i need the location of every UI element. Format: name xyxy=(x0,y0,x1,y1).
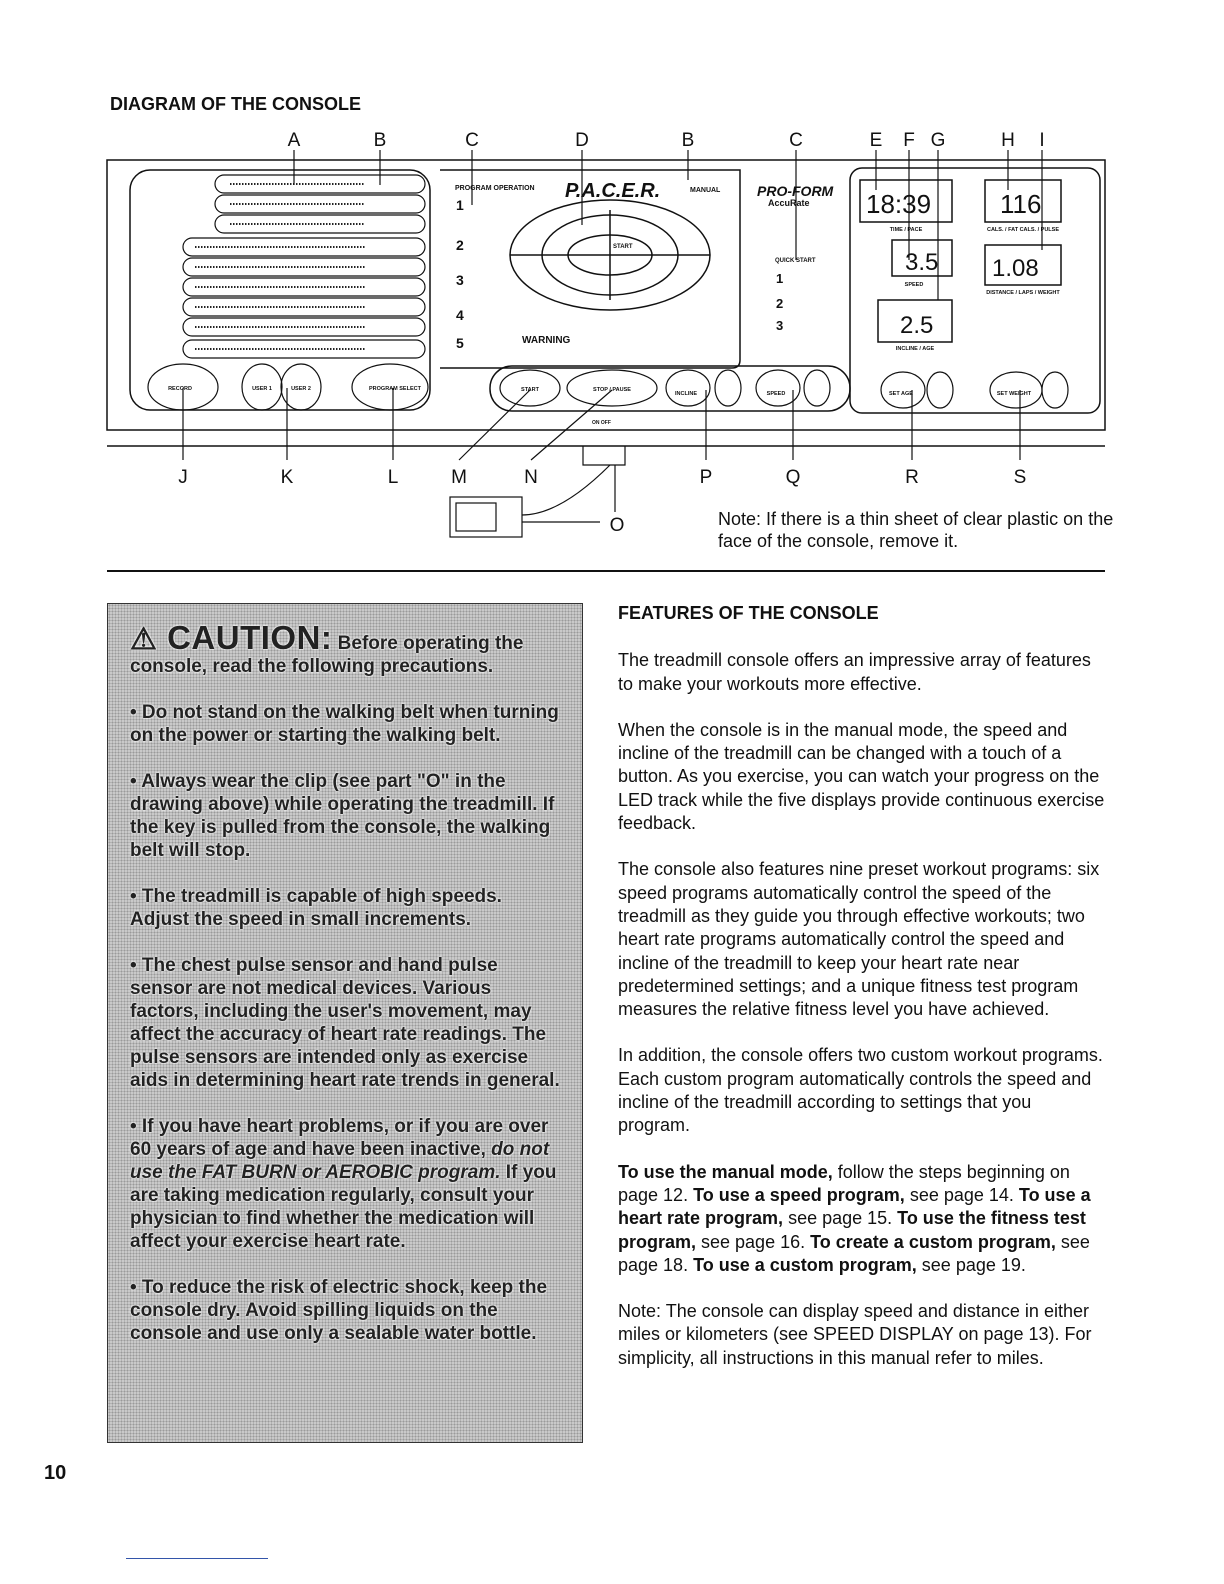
features-paragraph: The console also features nine preset workout programs: six speed programs automatically control the speed of the treadmill as they guide you through effective workouts; two heart rate programs automatically control the speed and incline of the treadmill to keep your heart rate near predetermined settings; and a unique fitness test program measures the relative fitness level you have achieved. xyxy=(618,859,1100,1020)
manual-indicator: MANUAL xyxy=(690,187,721,194)
ref-text: see page 15. xyxy=(783,1208,898,1229)
incline-up-button[interactable] xyxy=(666,370,710,406)
incline-age-label: INCLINE / AGE xyxy=(895,346,935,352)
page-number: 10 xyxy=(44,1462,67,1484)
speed-label: SPEED xyxy=(904,282,924,288)
features-paragraph: The treadmill console offers an impressive array of features to make your workouts more effective. xyxy=(618,650,1091,694)
step-5: 5 xyxy=(456,335,464,351)
label-b2: B xyxy=(681,130,695,151)
ref-heart-rate: To use a heart rate program, xyxy=(618,1184,1091,1229)
caution-item: • The chest pulse sensor and hand pulse sensor are not medical devices. Various factors, including the user's movement, may affect the accuracy of heart rate readings. The pulse sensors are intended only as exercise aids in determining heart rate trends in general. xyxy=(130,955,560,1091)
label-m: M xyxy=(451,467,467,488)
distance-label: DISTANCE / LAPS / WEIGHT xyxy=(986,290,1060,296)
warning-triangle-icon: ⚠ xyxy=(130,623,158,656)
label-d: D xyxy=(575,130,589,151)
record-label: RECORD xyxy=(168,386,192,392)
console-diagram xyxy=(0,0,1224,560)
quick-step-1: 1 xyxy=(776,271,784,286)
time-pace-label: TIME / PACE xyxy=(889,227,923,233)
program-select-label: PROGRAM SELECT xyxy=(369,386,421,392)
label-b: B xyxy=(373,130,387,151)
label-l: L xyxy=(387,467,399,488)
program-operation-label: PROGRAM OPERATION xyxy=(455,185,535,192)
caution-item5-text: • If you have heart problems, or if you are over 60 years of age and have been inactive, xyxy=(130,1116,549,1160)
features-note: Note: The console can display speed and distance in either miles or kilometers (see SPEED DISPLAY on page 13). For simplicity, all instructions in this manual refer to miles. xyxy=(618,1301,1092,1368)
incline-value: 2.5 xyxy=(900,312,934,339)
cals-value: 116 xyxy=(1000,189,1042,219)
caution-lead: Before operating the console, read the following precautions. xyxy=(130,633,524,677)
features-paragraph: In addition, the console offers two custom workout programs. Each custom program automatically controls the speed and incline of the treadmill according to settings that you program. xyxy=(618,1045,1103,1136)
caution-heading: CAUTION: xyxy=(167,619,333,656)
quick-step-2: 2 xyxy=(776,296,784,311)
label-q: Q xyxy=(785,467,801,488)
key-switch-label: ON OFF xyxy=(592,420,611,426)
quick-step-3: 3 xyxy=(776,318,784,333)
incline-down-button[interactable] xyxy=(715,370,741,406)
ref-text: see page 14. xyxy=(904,1184,1019,1205)
caution-item: • Always wear the clip (see part "O" in the drawing above) while operating the treadmill. If the key is pulled from the console, the walking belt will stop. xyxy=(130,771,555,861)
accurate-logo: AccuRate xyxy=(768,198,810,208)
warning-label: WARNING xyxy=(522,335,571,346)
caution-item5-text2: If you are taking medication regularly, consult your physician to find whether the medication will affect your exercise heart rate. xyxy=(130,1162,557,1252)
label-h: H xyxy=(1001,130,1015,151)
features-references xyxy=(618,1161,1108,1277)
start-label: START xyxy=(521,387,539,393)
ref-use-custom: To use a custom program, xyxy=(693,1254,917,1275)
step-1: 1 xyxy=(456,197,464,213)
step-2: 2 xyxy=(456,237,464,253)
ref-speed: To use a speed program, xyxy=(693,1184,905,1205)
speed-down-button[interactable] xyxy=(804,370,830,406)
label-p: P xyxy=(699,467,713,488)
set-age-label: SET AGE xyxy=(889,391,913,397)
label-f: F xyxy=(903,130,915,151)
cals-label: CALS. / FAT CALS. / PULSE xyxy=(986,227,1060,233)
label-o: O xyxy=(609,515,625,536)
pacer-logo: P.A.C.E.R. xyxy=(565,180,661,202)
speed-value: 3.5 xyxy=(905,249,939,276)
diagram-note: Note: If there is a thin sheet of clear plastic on the face of the console, remove it. xyxy=(718,509,1114,551)
set-weight-label: SET WEIGHT xyxy=(996,391,1032,397)
ref-manual: To use the manual mode, xyxy=(618,1161,833,1182)
weight-down-button[interactable] xyxy=(1042,372,1068,408)
user2-label: USER 2 xyxy=(291,386,311,392)
ref-create-custom: To create a custom program, xyxy=(810,1231,1056,1252)
label-i: I xyxy=(1039,130,1045,151)
caution-item xyxy=(130,1115,564,1253)
time-value: 18:39 xyxy=(866,189,932,219)
label-n: N xyxy=(524,467,538,488)
caution-box xyxy=(107,603,583,1443)
section-divider xyxy=(107,570,1105,572)
features-section xyxy=(618,602,1108,1393)
ref-fitness-test: To use the fitness test program, xyxy=(618,1208,1086,1252)
label-a: A xyxy=(287,130,301,151)
quick-start-label: QUICK START xyxy=(775,258,816,264)
diagram-title: DIAGRAM OF THE CONSOLE xyxy=(110,94,361,114)
caution-item5-emphasis: do not use the FAT BURN or AEROBIC program. xyxy=(130,1139,550,1183)
track-start-label: START xyxy=(613,244,633,250)
label-g: G xyxy=(930,130,946,151)
stop-pause-label: STOP / PAUSE xyxy=(593,387,631,393)
label-c2: C xyxy=(789,130,803,151)
label-c: C xyxy=(465,130,479,151)
caution-item: • Do not stand on the walking belt when turning on the power or starting the walking belt. xyxy=(130,702,559,746)
distance-value: 1.08 xyxy=(992,255,1039,282)
incline-label: INCLINE xyxy=(675,391,697,397)
label-j: J xyxy=(178,467,188,488)
caution-item: • The treadmill is capable of high speeds. Adjust the speed in small increments. xyxy=(130,886,502,930)
step-4: 4 xyxy=(456,307,464,323)
proform-logo: PRO-FORM xyxy=(757,183,834,199)
set-age-button[interactable] xyxy=(881,372,925,408)
label-e: E xyxy=(869,130,883,151)
ref-text: see page 18. xyxy=(618,1231,1090,1275)
age-down-button[interactable] xyxy=(927,372,953,408)
user1-label: USER 1 xyxy=(252,386,272,392)
label-s: S xyxy=(1013,467,1027,488)
ref-text: follow the steps beginning on page 12. xyxy=(618,1161,1070,1205)
ref-text: see page 16. xyxy=(696,1231,811,1252)
features-paragraph: When the console is in the manual mode, the speed and incline of the treadmill can be changed with a touch of a button. As you exercise, you can watch your progress on the LED track while the five displays provide continuous exercise feedback. xyxy=(618,719,1105,834)
label-k: K xyxy=(280,467,294,488)
footer-line xyxy=(126,1558,268,1559)
speed-button-label: SPEED xyxy=(766,391,786,397)
caution-item: • To reduce the risk of electric shock, keep the console dry. Avoid spilling liquids on the console and use only a sealable water bottle. xyxy=(130,1277,548,1344)
features-heading: FEATURES OF THE CONSOLE xyxy=(618,603,879,623)
label-r: R xyxy=(905,467,919,488)
ref-text: see page 19. xyxy=(916,1254,1026,1275)
step-3: 3 xyxy=(456,272,464,288)
set-weight-button[interactable] xyxy=(990,372,1042,408)
